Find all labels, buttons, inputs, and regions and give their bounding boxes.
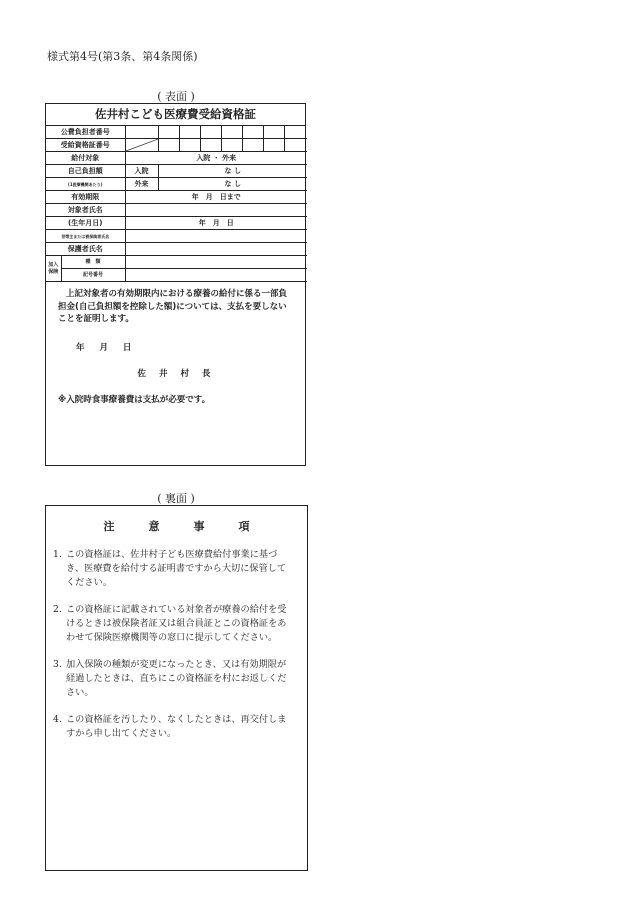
- number-cell: [200, 126, 221, 139]
- inpatient-label: 入院: [125, 165, 158, 178]
- issue-date: 年 月 日: [76, 342, 138, 353]
- certificate-table: [46, 126, 307, 282]
- certificate-body: [46, 282, 305, 406]
- insurance-label: 加入保険: [46, 256, 61, 282]
- insurance-type-value: [125, 256, 307, 269]
- number-cell: [179, 139, 200, 152]
- birthdate-row: [46, 217, 307, 230]
- benefit-target-label: 給付対象: [46, 152, 125, 165]
- recipient-number-row: [46, 139, 307, 152]
- meal-cost-note: ※入院時食事療養費は支払が必要です。: [58, 394, 211, 405]
- subject-name-row: [46, 204, 307, 217]
- inpatient-copay-value: な し: [158, 165, 307, 178]
- guardian-label: 保護者氏名: [46, 243, 125, 256]
- notes-title: 注意事項: [103, 520, 284, 533]
- back-side-label: ( 裏面 ): [157, 492, 195, 505]
- number-cell: [242, 139, 263, 152]
- number-cell: [263, 126, 284, 139]
- number-cell: [200, 139, 221, 152]
- number-cell: [284, 139, 307, 152]
- number-cell: [125, 126, 158, 139]
- outpatient-copay-value: な し: [158, 178, 307, 191]
- insurance-number-row: [46, 269, 307, 282]
- subject-name-label: 対象者氏名: [46, 204, 125, 217]
- number-cell: [263, 139, 284, 152]
- front-certificate: [45, 103, 306, 466]
- householder-row: [46, 230, 307, 243]
- benefit-target-row: [46, 152, 307, 165]
- copay-inpatient-row: [46, 165, 307, 178]
- diagonal-cell: [125, 139, 158, 152]
- issuer-name: 佐 井 村 長: [137, 369, 216, 379]
- number-cell: [242, 126, 263, 139]
- validity-row: [46, 191, 307, 204]
- form-reference: 様式第4号(第3条、第4条関係): [47, 50, 198, 63]
- certificate-title: 佐井村こども医療費受給資格証: [46, 104, 305, 126]
- householder-value: [125, 230, 307, 243]
- copay-note: (1医療機関あたり): [46, 178, 125, 191]
- birthdate-label: (生年月日): [46, 217, 125, 230]
- recipient-number-label: 受給資格証番号: [46, 139, 125, 152]
- number-cell: [158, 126, 179, 139]
- number-cell: [221, 126, 242, 139]
- front-side-label: ( 表面 ): [157, 90, 195, 103]
- note-item: 2. この資格証に記載されている対象者が療養の給付を受けるときは被保険者証又は組合員証とこの資格証をあわせて保険医療機関等の窓口に提示してください。: [53, 604, 287, 643]
- number-cell: [158, 139, 179, 152]
- copay-label: 自己負担額: [46, 165, 125, 178]
- notes-list: [46, 548, 307, 741]
- guardian-row: [46, 243, 307, 256]
- number-cell: [179, 126, 200, 139]
- validity-label: 有効期限: [46, 191, 125, 204]
- certificate-statement: 上記対象者の有効期限内における療養の給付に係る一部負担金(自己負担額を控除した額)については、支払を要しないことを証明します。: [58, 289, 288, 324]
- guardian-value: [125, 243, 307, 256]
- note-item: 3. 加入保険の種類が変更になったとき、又は有効期限が経過したときは、直ちにこの資格証を村にお返しください。: [53, 659, 287, 698]
- outpatient-label: 外来: [125, 178, 158, 191]
- note-item: 1. この資格証は、佐井村子ども医療費給付事業に基づき、医療費を給付する証明書ですから大切に保管してください。: [53, 549, 287, 588]
- insurance-type-row: [46, 256, 307, 269]
- householder-label: 世帯主または被保険者氏名: [46, 230, 125, 243]
- validity-value: 年 月 日まで: [125, 191, 307, 204]
- insurance-number-value: [125, 269, 307, 282]
- payer-number-label: 公費負担者番号: [46, 126, 125, 139]
- insurance-type-label: 種 類: [61, 256, 125, 269]
- note-item: 4. この資格証を汚したり、なくしたときは、再交付しますから申し出てください。: [53, 714, 287, 739]
- payer-number-row: [46, 126, 307, 139]
- number-cell: [284, 126, 307, 139]
- birthdate-value: 年 月 日: [125, 217, 307, 230]
- copay-outpatient-row: [46, 178, 307, 191]
- insurance-number-label: 記号番号: [61, 269, 125, 282]
- subject-name-value: [125, 204, 307, 217]
- benefit-target-value: 入院 ・ 外来: [125, 152, 307, 165]
- number-cell: [221, 139, 242, 152]
- back-notes-card: [45, 505, 308, 871]
